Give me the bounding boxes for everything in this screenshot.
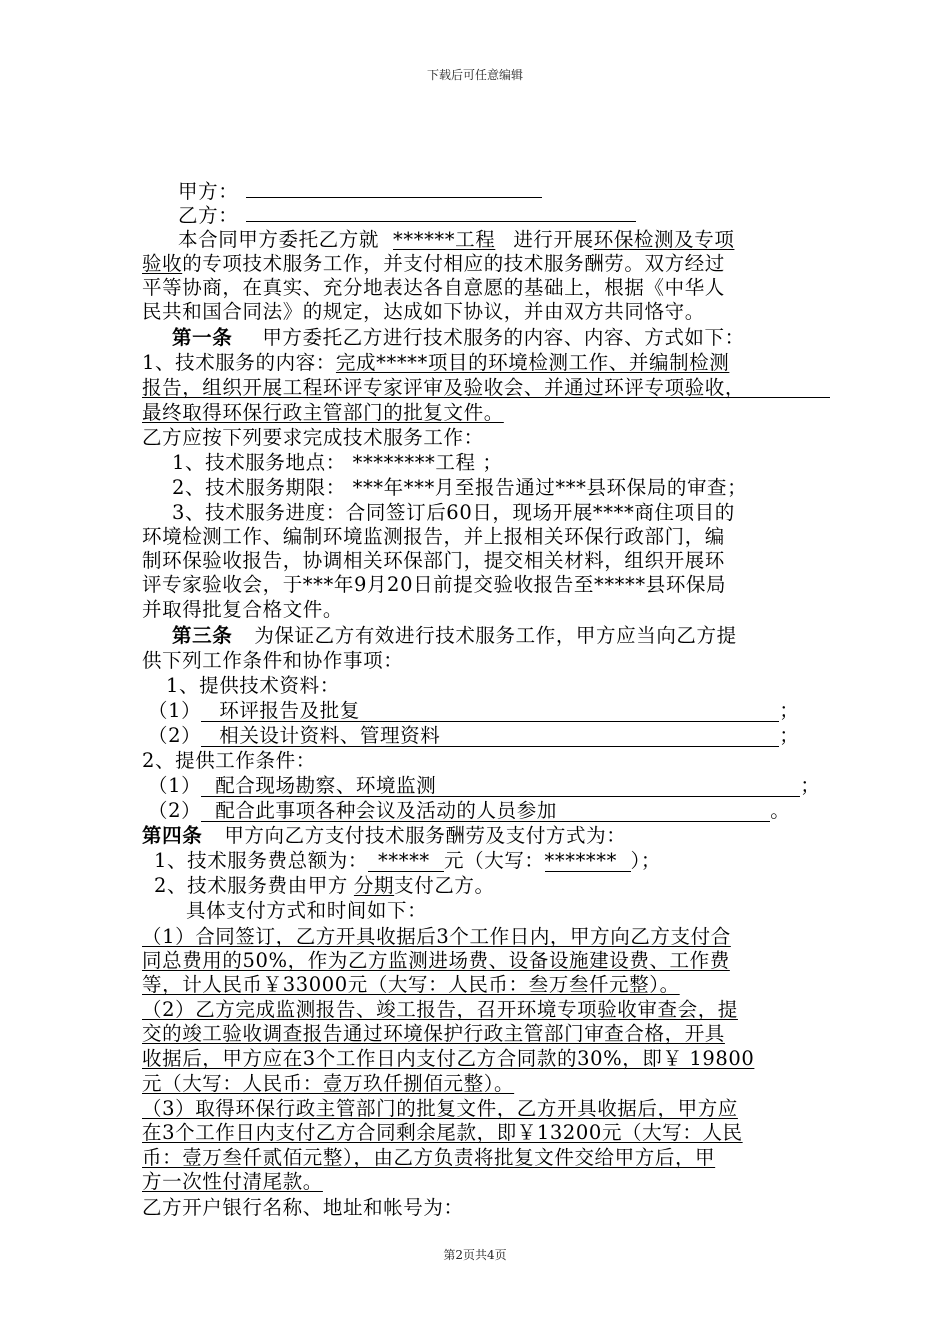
service-progress-line-2: 环境检测工作、编制环境监测报告，并上报相关环保行政部门，编 [142,525,725,548]
condition-item-2 [148,799,790,823]
total-fee-label: 1、技术服务费总额为： [154,849,369,872]
condition-item-1 [148,774,820,798]
intro-text: 的专项技术服务工作，并支付相应的技术服务酬劳。双方经过 [182,252,725,275]
condition-item-1-value[interactable]: 配合现场勘察、环境监测 [201,774,800,797]
service-content-line-2: 报告，组织开展工程环评专家评审及验收会、并通过环评专项验收， [142,376,746,399]
item-punct: ； [779,724,800,747]
article-4-heading [142,824,626,848]
item-punct: ； [779,699,800,722]
article-text: 甲方向乙方支付技术服务酬劳及支付方式为： [224,824,627,847]
payment-1-line-1: （1）合同签订，乙方开具收据后3个工作日内，甲方向乙方支付合 [142,925,731,948]
payment-mode-value: 分期 [353,874,395,897]
payment-mode-label: 支付乙方。 [394,874,495,897]
service-content-line-3: 最终取得环保行政主管部门的批复文件。 [142,401,504,424]
service-content-line-1 [142,351,729,375]
service-type: 环保检测及专项 [593,228,735,251]
bank-info-label: 乙方开户银行名称、地址和帐号为： [142,1196,464,1219]
payment-2-line-1: （2）乙方完成监测报告、竣工报告，召开环境专项验收审查会，提 [142,998,738,1021]
item-number: （2） [148,799,202,822]
service-progress-line-1: 3、技术服务进度：合同签订后60日，现场开展****商住项目的 [172,501,735,524]
item-punct: ）； [630,849,661,872]
material-item-2-value[interactable]: 相关设计资料、管理资料 [201,724,779,747]
total-fee-line [154,849,661,873]
provide-materials-label: 1、提供技术资料： [166,674,340,697]
item-number: （1） [148,774,202,797]
party-b-line [178,202,636,226]
service-period: 2、技术服务期限： ***年***月至报告通过***县环保局的审查； [172,476,748,499]
provide-conditions-label: 2、提供工作条件： [142,749,316,772]
underline-rule [142,397,830,398]
intro-line-1 [178,228,734,252]
intro-line-3: 平等协商，在真实、充分地表达各自意愿的基础上，根据《中华人 [142,276,725,299]
item-punct: ； [800,774,821,797]
party-b-blank[interactable] [246,202,636,222]
service-progress-line-4: 评专家验收会，于***年9月20日前提交验收报告至*****县环保局 [142,573,727,596]
payment-3-line-3: 币：壹万叁仟贰佰元整），由乙方负责将批复文件交给甲方后，甲 [142,1146,716,1169]
payment-2-line-2: 交的竣工验收调查报告通过环境保护行政主管部门审查合格，开具 [142,1022,725,1045]
payment-schedule-intro: 具体支付方式和时间如下： [186,899,428,922]
service-content-label: 1、技术服务的内容： [142,351,336,374]
item-number: （1） [148,699,202,722]
article-number: 第三条 [172,624,233,647]
payment-3-line-2: 在3个工作日内支付乙方合同剩余尾款，即￥13200元（大写：人民 [142,1121,743,1144]
article-text: 为保证乙方有效进行技术服务工作，甲方应当向乙方提 [254,624,737,647]
party-a-label: 甲方： [178,180,239,203]
payment-mode-line [154,874,495,898]
item-number: （2） [148,724,202,747]
service-progress-line-5: 并取得批复合格文件。 [142,598,344,621]
service-location: 1、技术服务地点： ********工程 ； [172,451,503,474]
page-footer: 第2页共4页 [443,1248,507,1262]
payment-3-line-4: 方一次性付清尾款。 [142,1170,323,1193]
payment-mode-label: 2、技术服务费由甲方 [154,874,348,897]
material-item-1-value[interactable]: 环评报告及批复 [201,699,779,722]
total-fee-value[interactable]: ***** [368,849,444,872]
intro-text: 本合同甲方委托乙方就 [178,228,380,251]
article-text: 甲方委托乙方进行技术服务的内容、内容、方式如下： [262,326,745,349]
payment-2-line-3: 收据后，甲方应在3个工作日内支付乙方合同款的30%，即￥ 19800 [142,1047,755,1070]
intro-line-4: 民共和国合同法》的规定，达成如下协议，并由双方共同恪守。 [142,300,705,323]
payment-1-line-2: 同总费用的50%，作为乙方监测进场费、设备设施建设费、工作费 [142,949,730,972]
intro-text: 进行开展 [513,228,594,251]
article-number: 第一条 [172,326,233,349]
article-3-heading [172,624,737,648]
payment-3-line-1: （3）取得环保行政主管部门的批复文件，乙方开具收据后，甲方应 [142,1097,738,1120]
article-3-line-2: 供下列工作条件和协作事项： [142,649,404,672]
item-punct: 。 [770,799,791,822]
article-1-heading [172,326,745,350]
article-number: 第四条 [142,824,203,847]
total-fee-label: 元（大写： [444,849,545,872]
service-content-value: 完成*****项目的环境检测工作、并编制检测 [335,351,730,374]
material-item-1 [148,699,799,723]
service-type: 验收 [142,252,183,275]
requirements-intro: 乙方应按下列要求完成技术服务工作： [142,426,484,449]
payment-1-line-3: 等，计人民币￥33000元（大写：人民币：叁万叁仟元整）。 [142,973,680,996]
party-a-line [178,178,542,202]
intro-line-2 [142,252,725,276]
service-progress-line-3: 制环保验收报告，协调相关环保部门，提交相关材料，组织开展环 [142,549,725,572]
party-b-label: 乙方： [178,204,239,227]
condition-item-2-value[interactable]: 配合此事项各种会议及活动的人员参加 [201,799,770,822]
project-name: ******工程 [393,228,496,251]
material-item-2 [148,724,799,748]
payment-2-line-4: 元（大写：人民币：壹万玖仟捌佰元整）。 [142,1072,515,1095]
page-header: 下载后可任意编辑 [426,68,523,82]
total-fee-capital[interactable]: ******* [545,849,631,872]
party-a-blank[interactable] [246,178,542,198]
